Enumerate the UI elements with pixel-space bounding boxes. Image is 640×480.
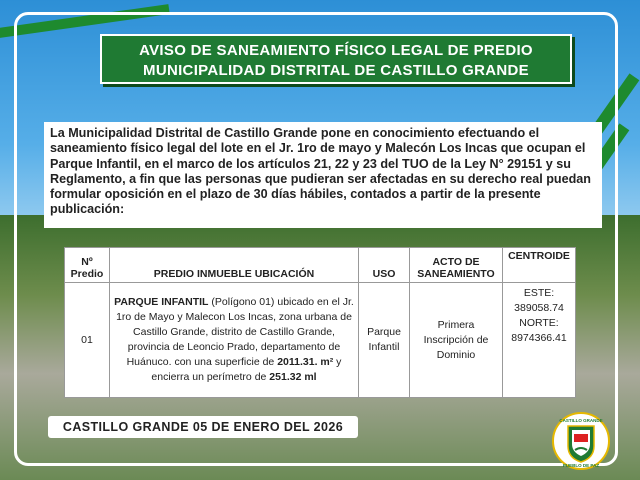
acto-line2: Inscripción de bbox=[423, 333, 489, 346]
predio-name: PARQUE INFANTIL bbox=[114, 296, 209, 308]
cell-acto bbox=[410, 283, 503, 398]
header-predio: PREDIO INMUEBLE UBICACIÓN bbox=[110, 248, 359, 283]
logo-bottom-text: PUEBLO DE PAZ bbox=[562, 463, 600, 468]
municipal-logo bbox=[552, 412, 610, 470]
norte-label: NORTE: bbox=[519, 317, 559, 329]
header-uso: USO bbox=[359, 248, 410, 283]
cell-description bbox=[110, 283, 359, 398]
title-line-2: MUNICIPALIDAD DISTRITAL DE CASTILLO GRANDE bbox=[143, 62, 529, 79]
uso-line1: Parque bbox=[367, 326, 401, 338]
header-num-line1: Nº bbox=[81, 256, 93, 268]
title-line-1: AVISO DE SANEAMIENTO FÍSICO LEGAL DE PREDIO bbox=[139, 42, 533, 59]
cell-centroide bbox=[503, 283, 576, 398]
header-acto-line1: ACTO DE bbox=[432, 256, 480, 268]
predio-text: (Polígono 01) ubicado en el Jr. 1ro de Mayo y Malecon Los Incas, zona urbana de Castillo Grande, distrito de Castillo Grande, provincia de Leoncio Prado, departamento de Huánuco. con una superficie de bbox=[116, 296, 354, 368]
date-line: CASTILLO GRANDE 05 DE ENERO DEL 2026 bbox=[48, 416, 358, 438]
este-label: ESTE: bbox=[523, 287, 555, 299]
header-centroide: CENTROIDE bbox=[503, 248, 576, 283]
page-title bbox=[100, 34, 572, 84]
logo-top-text: CASTILLO GRANDE bbox=[559, 418, 603, 423]
predio-table bbox=[64, 247, 576, 398]
este-value: 389058.74 bbox=[514, 302, 564, 314]
header-acto-line2: SANEAMIENTO bbox=[417, 268, 495, 280]
acto-line1: Primera bbox=[437, 318, 475, 331]
predio-perimetro: 251.32 ml bbox=[269, 371, 317, 383]
cell-num: 01 bbox=[65, 283, 110, 398]
uso-line2: Infantil bbox=[368, 341, 400, 353]
cell-uso bbox=[359, 283, 410, 398]
header-num bbox=[65, 248, 110, 283]
table-row bbox=[65, 283, 576, 398]
header-acto bbox=[410, 248, 503, 283]
norte-value: 8974366.41 bbox=[511, 332, 567, 344]
table-header-row bbox=[65, 248, 576, 283]
predio-text-mid: y encierra un perímetro de bbox=[151, 356, 342, 383]
predio-area: 2011.31. m² bbox=[277, 356, 334, 368]
intro-paragraph: La Municipalidad Distrital de Castillo Grande pone en conocimiento efectuando el saneamiento físico legal del lote en el Jr. 1ro de mayo y Malecón Los Incas que ocupan el Parque Infantil, en el marco de los artículos 21, 22 y 23 del TUO de la Ley N° 29151 y su Reglamento, a fin que las personas que pudieran ser afectadas en su derecho real puedan formular oposición en el plazo de 30 días hábiles, contados a partir de la presente publicación: bbox=[44, 122, 602, 228]
acto-line3: Dominio bbox=[436, 348, 476, 361]
header-num-line2: Predio bbox=[70, 268, 104, 280]
